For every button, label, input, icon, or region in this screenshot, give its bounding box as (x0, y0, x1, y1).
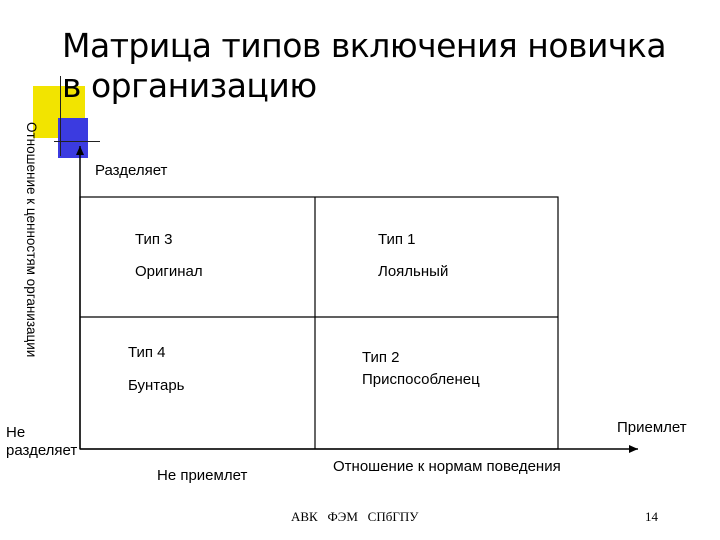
cell-bottom-right-type: Тип 2 (362, 349, 400, 366)
cell-bottom-right-name: Приспособленец (362, 371, 480, 388)
cell-top-right-type: Тип 1 (378, 231, 416, 248)
y-axis-bottom-label-line-2: разделяет (6, 442, 78, 459)
slide-page-number: 14 (645, 509, 658, 524)
cell-top-right-name: Лояльный (378, 263, 449, 280)
cell-top-left-type: Тип 3 (135, 231, 173, 248)
y-axis-label: Отношение к ценностям организации (24, 122, 39, 358)
y-axis-bottom-label (6, 424, 77, 460)
y-axis-bottom-label-line-1: Не (6, 424, 26, 441)
slide-title-line-2: в организацию (62, 66, 317, 105)
cell-bottom-left-type: Тип 4 (128, 344, 166, 361)
y-axis-top-label: Разделяет (95, 162, 168, 179)
cell-top-left-name: Оригинал (135, 263, 203, 280)
x-axis-right-label: Приемлет (617, 419, 687, 436)
slide-footer-text: АВК ФЭМ СПбГПУ (291, 509, 419, 524)
cell-bottom-left-name: Бунтарь (128, 377, 185, 394)
x-axis-left-label: Не приемлет (157, 467, 248, 484)
slide-title-line-1: Матрица типов включения новичка (62, 26, 667, 65)
x-axis-label: Отношение к нормам поведения (333, 458, 561, 475)
